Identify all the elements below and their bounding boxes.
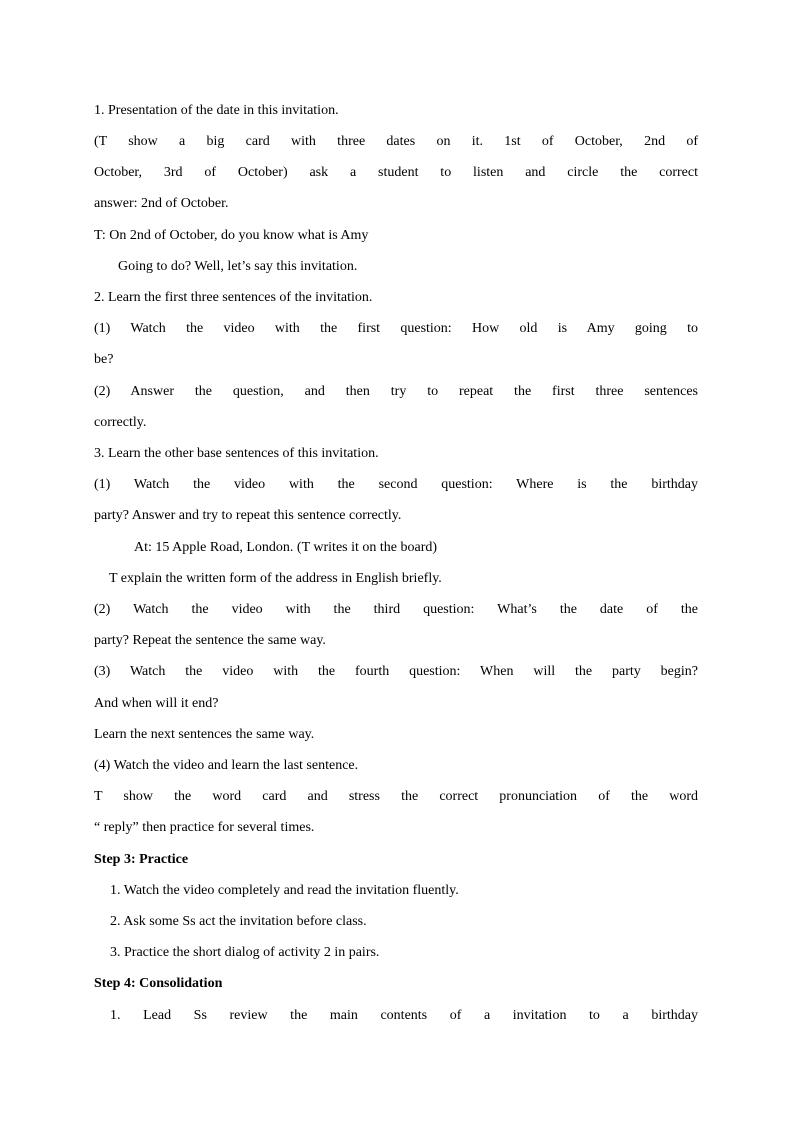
list-item: 3. Practice the short dialog of activity 2 in pairs. (110, 945, 380, 960)
text-line: Going to do? Well, let’s say this invitation. (118, 259, 358, 274)
text-line: October, 3rd of October) ask a student to listen and circle the correct (94, 165, 698, 180)
step-heading: Step 3: Practice (94, 852, 189, 867)
text-line: (2) Answer the question, and then try to repeat the first three sentences (94, 384, 698, 399)
text-line: “ reply” then practice for several times. (94, 820, 315, 835)
text-line: (3) Watch the video with the fourth question: When will the party begin? (94, 664, 698, 679)
text-line: correctly. (94, 415, 147, 430)
text-line: T: On 2nd of October, do you know what is Amy (94, 228, 369, 243)
text-line: T show the word card and stress the correct pronunciation of the word (94, 789, 698, 804)
list-item: 2. Ask some Ss act the invitation before class. (110, 914, 367, 929)
list-item: 1. Watch the video completely and read the invitation fluently. (110, 883, 459, 898)
text-line: And when will it end? (94, 696, 219, 711)
text-line: (T show a big card with three dates on it. 1st of October, 2nd of (94, 134, 698, 149)
text-line: 3. Learn the other base sentences of this invitation. (94, 446, 379, 461)
step-heading: Step 4: Consolidation (94, 976, 223, 991)
list-item: 1. Lead Ss review the main contents of a invitation to a birthday (110, 1008, 698, 1023)
text-line: be? (94, 352, 114, 367)
text-line: (1) Watch the video with the first question: How old is Amy going to (94, 321, 698, 336)
text-line: T explain the written form of the address in English briefly. (109, 571, 442, 586)
text-line: 2. Learn the first three sentences of the invitation. (94, 290, 373, 305)
text-line: (4) Watch the video and learn the last sentence. (94, 758, 359, 773)
text-line: (1) Watch the video with the second question: Where is the birthday (94, 477, 698, 492)
text-line: answer: 2nd of October. (94, 196, 229, 211)
text-line: party? Answer and try to repeat this sentence correctly. (94, 508, 402, 523)
text-line: (2) Watch the video with the third question: What’s the date of the (94, 602, 698, 617)
text-line: At: 15 Apple Road, London. (T writes it on the board) (134, 540, 438, 555)
text-line: Learn the next sentences the same way. (94, 727, 315, 742)
text-line: party? Repeat the sentence the same way. (94, 633, 326, 648)
text-line: 1. Presentation of the date in this invitation. (94, 103, 339, 118)
